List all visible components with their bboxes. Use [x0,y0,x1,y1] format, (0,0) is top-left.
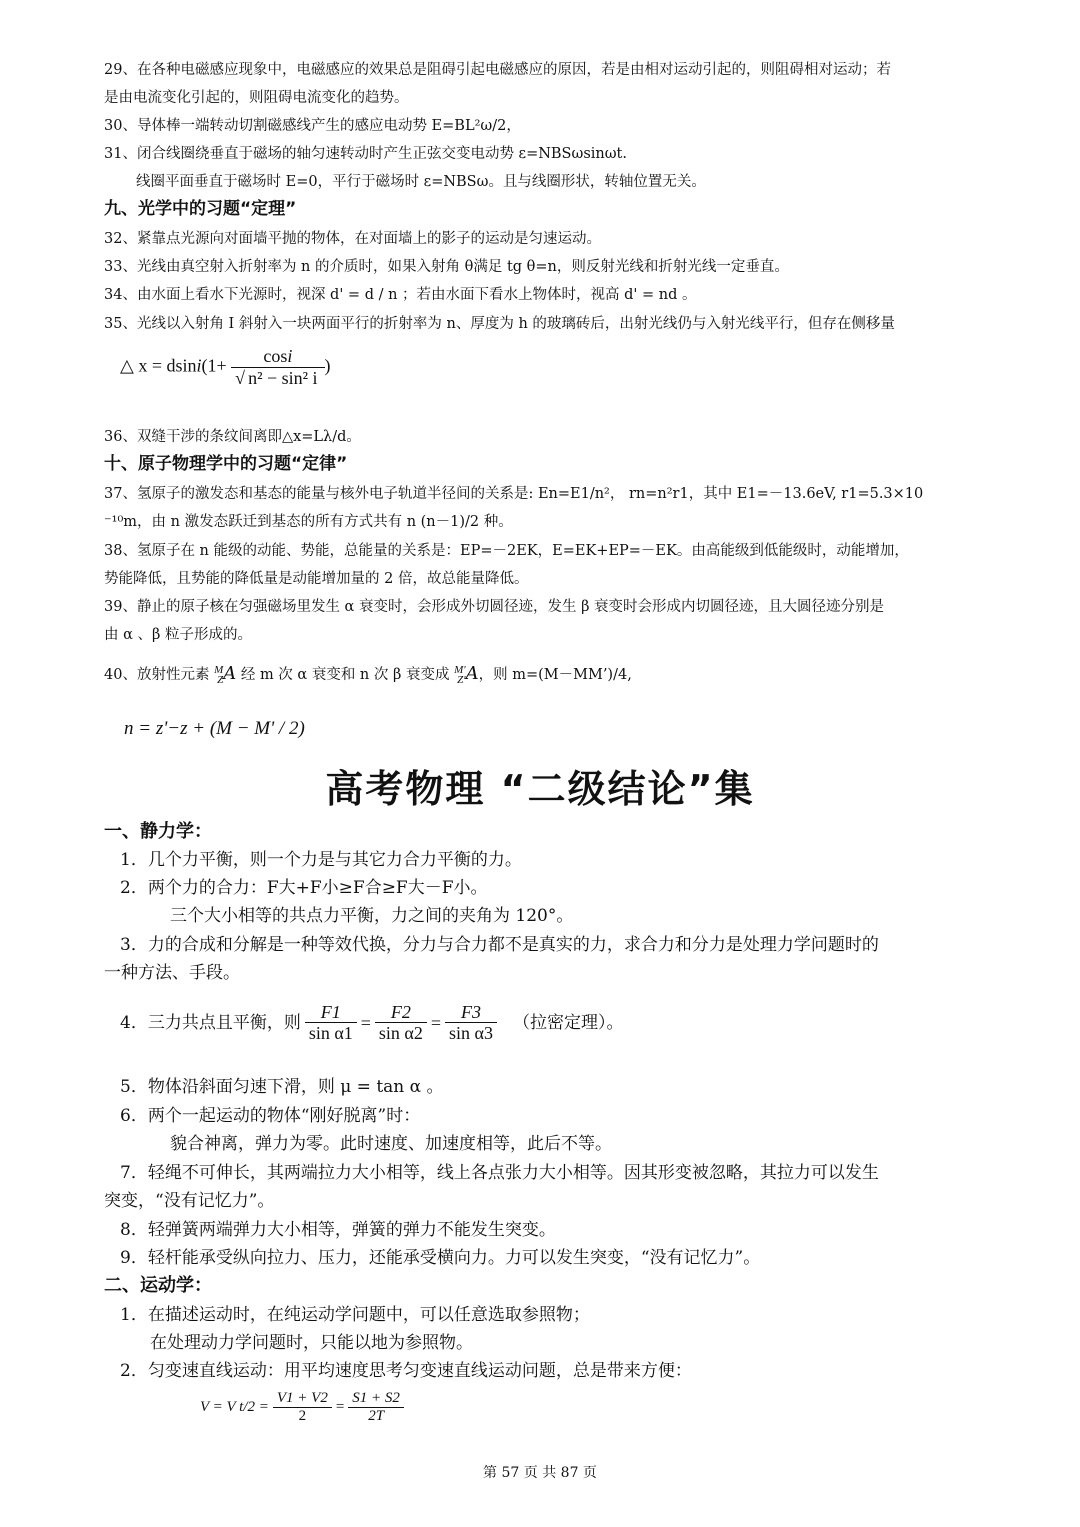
item-34: 34、由水面上看水下光源时，视深 d' = d / n ；若由水面下看水上物体时，视高 d' = nd 。 [104,287,697,303]
item-38-line1: 38、氢原子在 n 能级的动能、势能，总能量的关系是：EP=－2EK，E=EK+EP=－EK。由高能级到低能级时，动能增加， [104,543,909,559]
nuclide-symbol-initial: M Z [214,664,224,686]
item-38-line2: 势能降低，且势能的降低量是动能增加量的 2 倍，故总能量降低。 [104,571,529,587]
statics-item-6-line2: 貌合神离，弹力为零。此时速度、加速度相等，此后不等。 [170,1134,612,1154]
item-36: 36、双缝干涉的条纹间离即△x=Lλ/d。 [104,429,361,445]
item-39-line1: 39、静止的原子核在匀强磁场里发生 α 衰变时，会形成外切圆径迹，发生 β 衰变时会形成内切圆径迹，且大圆径迹分别是 [104,599,885,615]
statics-item-1: 1．几个力平衡，则一个力是与其它力合力平衡的力。 [120,850,522,870]
kinematics-item-1-line1: 1．在描述运动时，在纯运动学问题中，可以任意选取参照物； [120,1305,590,1325]
statics-item-2-note: 三个大小相等的共点力平衡，力之间的夹角为 120°。 [170,906,574,926]
formula-35-fraction: $\frac{\cos i}{\text{√ n² − sin² i}}$ [231,346,324,389]
statics-item-7-line1: 7．轻绳不可伸长，其两端拉力大小相等，线上各点张力大小相等。因其形变被忽略，其拉力可以发生 [120,1163,879,1183]
formula-35-denominator: n² − sin² i [245,367,320,388]
item-37-line1: 37、氢原子的激发态和基态的能量与核外电子轨道半径间的关系是: En=E1/n²， rn=n²r1，其中 E1=－13.6eV, r1=5.3×10 [104,486,924,502]
item-29-line2: 是由电流变化引起的，则阻碍电流变化的趋势。 [104,90,409,106]
section-heading-optics: 九、光学中的习题“定理” [104,199,297,219]
formula-average-velocity: V = V t/2 = $\frac{V1 + V2}{2}$ = $\frac{S1 + S2}{2T}$ [200,1390,404,1425]
formula-35-mid: (1+ [201,355,227,376]
formula-35-left: △ x = dsin [120,355,197,376]
formula-avg-fraction-1: $\frac{V1 + V2}{2}$ [273,1390,332,1425]
statics-item-2: 2．两个力的合力：F大+F小≥F合≥F大－F小。 [120,878,488,898]
item-35: 35、光线以入射角 I 斜射入一块两面平行的折射率为 n、厚度为 h 的玻璃砖后，出射光线仍与入射光线平行，但存在侧移量 [104,316,895,332]
formula-35-numerator: cos [263,346,288,366]
section-heading-atomic: 十、原子物理学中的习题“定律” [104,454,348,474]
statics-item-5: 5．物体沿斜面匀速下滑，则 μ = tan α 。 [120,1077,444,1097]
lami-fraction-3: $\frac{F3}{\text{sin α3}}$ [445,1002,497,1043]
item-40-pre: 40、放射性元素 [104,667,210,683]
formula-35-i: i [196,355,202,376]
item-40: 40、放射性元素 M ZA 经 m 次 α 衰变和 n 次 β 衰变成 M' Z'A，则 m=(M－MM’)/4, [104,663,632,686]
formula-40-n: n = z'−z + (M − M' / 2) [124,718,305,739]
item-30: 30、导体棒一端转动切割磁感线产生的感应电动势 E=BL²ω/2， [104,118,521,134]
formula-avg-fraction-2: $\frac{S1 + S2}{2T}$ [348,1390,404,1425]
formula-avg-lhs: V = V t/2 = [200,1399,269,1415]
item-33: 33、光线由真空射入折射率为 n 的介质时，如果入射角 θ满足 tg θ=n，则反射光线和折射光线一定垂直。 [104,259,789,275]
statics-item-6-line1: 6．两个一起运动的物体“刚好脱离”时： [120,1106,421,1126]
statics-item-4: 4．三力共点且平衡，则 $\frac{F1}{\text{sin α1}}$ = $\frac{F2}{\text{sin α2}}$ = $\frac{F3}{\text{sin α3}}$ （拉密定理）。 [120,1002,624,1043]
kinematics-item-1-line2: 在处理动力学问题时，只能以地为参照物。 [150,1333,473,1353]
section-heading-kinematics: 二、运动学： [104,1275,212,1296]
lami-fraction-2: $\frac{F2}{\text{sin α2}}$ [375,1002,427,1043]
lami-fraction-1: $\frac{F1}{\text{sin α1}}$ [305,1002,357,1043]
formula-35-right: ) [324,355,331,376]
statics-item-4-post: （拉密定理）。 [512,1012,624,1033]
item-39-line2: 由 α 、β 粒子形成的。 [104,627,253,643]
item-37-line2: ⁻¹⁰m，由 n 激发态跃迁到基态的所有方式共有 n (n－1)/2 种。 [104,514,513,530]
item-29-line1: 29、在各种电磁感应现象中，电磁感应的效果总是阻碍引起电磁感应的原因，若是由相对运动引起的，则阻碍相对运动；若 [104,62,891,78]
statics-item-7-line2: 突变，“没有记忆力”。 [104,1191,275,1211]
formula-lateral-shift [120,346,331,389]
page-footer: 第 57 页 共 87 页 [483,1465,597,1481]
statics-item-3-line1: 3．力的合成和分解是一种等效代换，分力与合力都不是真实的力，求合力和分力是处理力学问题时的 [120,935,879,955]
section-heading-statics: 一、静力学： [104,821,212,842]
statics-item-8: 8．轻弹簧两端弹力大小相等，弹簧的弹力不能发生突变。 [120,1220,556,1240]
nuclide-symbol-final: M' Z' [454,664,466,686]
item-40-post: ，则 m=(M－MM’)/4, [478,667,632,683]
kinematics-item-2: 2．匀变速直线运动：用平均速度思考匀变速直线运动问题，总是带来方便： [120,1361,692,1381]
item-32: 32、紧靠点光源向对面墙平抛的物体，在对面墙上的影子的运动是匀速运动。 [104,231,601,247]
statics-item-9: 9．轻杆能承受纵向拉力、压力，还能承受横向力。力可以发生突变，“没有记忆力”。 [120,1248,761,1268]
item-31-line1: 31、闭合线圈绕垂直于磁场的轴匀速转动时产生正弦交变电动势 ε=NBSωsinωt. [104,146,627,162]
statics-item-3-line2: 一种方法、手段。 [104,963,240,983]
page-title: 高考物理 “二级结论”集 [325,767,755,811]
statics-item-4-pre: 4．三力共点且平衡，则 [120,1012,301,1033]
item-40-mid: 经 m 次 α 衰变和 n 次 β 衰变成 [240,667,450,683]
item-31-line2: 线圈平面垂直于磁场时 E=0，平行于磁场时 ε=NBSω。且与线圈形状，转轴位置无关。 [136,174,706,190]
